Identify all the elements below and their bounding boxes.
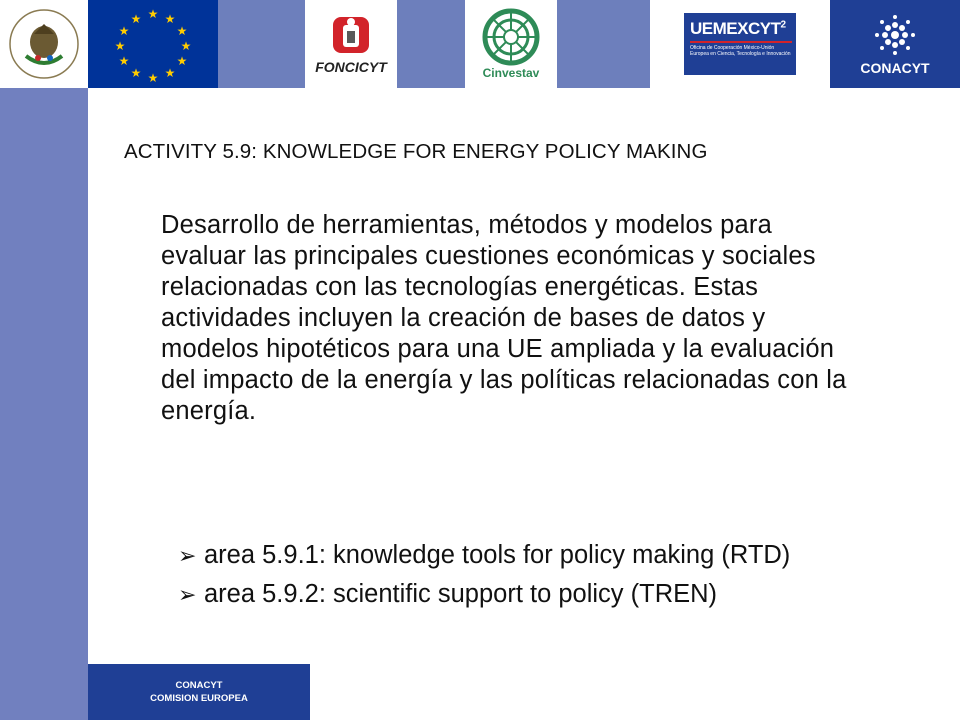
cinvestav-emblem-icon bbox=[479, 8, 543, 66]
logo-header bbox=[0, 0, 960, 88]
slide-body-paragraph: Desarrollo de herramientas, métodos y modelos para evaluar las principales cuestiones económicas y sociales relacionadas con las tecnologías energéticas. Estas actividades incluyen la creación de bases de datos y modelos hipotéticos para una UE ampliada y la evaluación del impacto de la energía y las políticas relacionadas con la energía. bbox=[161, 211, 847, 425]
eu-stars-icon bbox=[108, 6, 198, 82]
foncicyt-emblem-icon bbox=[329, 13, 373, 57]
conacyt-dots-icon bbox=[873, 13, 917, 57]
arrow-bullet-icon: ➢ bbox=[178, 543, 197, 568]
eu-flag-logo bbox=[88, 0, 218, 88]
uemexcyt-badge bbox=[684, 13, 796, 75]
left-sidebar-band bbox=[0, 88, 88, 720]
svg-text:★: ★ bbox=[176, 24, 188, 38]
footer-label bbox=[88, 664, 310, 720]
uemexcyt-superscript: 2 bbox=[780, 19, 787, 31]
cinvestav-logo bbox=[465, 0, 557, 88]
footer-line-conacyt: CONACYT bbox=[175, 680, 223, 691]
coat-of-arms-icon bbox=[4, 4, 84, 84]
header-spacer bbox=[218, 0, 305, 88]
svg-text:★: ★ bbox=[118, 24, 130, 38]
cinvestav-wordmark: Cinvestav bbox=[482, 66, 540, 80]
bullet-item bbox=[178, 540, 918, 571]
svg-text:★: ★ bbox=[147, 7, 159, 21]
svg-text:★: ★ bbox=[147, 71, 159, 82]
foncicyt-logo bbox=[305, 0, 397, 88]
svg-text:★: ★ bbox=[130, 66, 142, 80]
uemexcyt-logo bbox=[650, 0, 830, 88]
svg-text:★: ★ bbox=[130, 12, 142, 26]
footer-line-comision: COMISION EUROPEA bbox=[150, 693, 248, 704]
bullet-text: area 5.9.1: knowledge tools for policy making (RTD) bbox=[204, 541, 791, 569]
arrow-bullet-icon: ➢ bbox=[178, 582, 197, 607]
header-spacer bbox=[397, 0, 465, 88]
svg-text:★: ★ bbox=[114, 39, 126, 53]
svg-text:★: ★ bbox=[118, 54, 130, 68]
uemexcyt-subtitle: Oficina de Cooperación México-Unión Europea en Ciencia, Tecnología e Innovación bbox=[690, 45, 791, 57]
uemexcyt-wordmark: UEMEXCYT bbox=[690, 19, 781, 38]
bullet-item bbox=[178, 579, 918, 610]
conacyt-logo bbox=[830, 0, 960, 88]
mexico-coat-of-arms-logo bbox=[0, 0, 88, 88]
svg-text:★: ★ bbox=[164, 12, 176, 26]
conacyt-wordmark: CONACYT bbox=[860, 59, 930, 76]
slide-title: ACTIVITY 5.9: KNOWLEDGE FOR ENERGY POLICY MAKING bbox=[124, 140, 708, 163]
svg-text:★: ★ bbox=[176, 54, 188, 68]
header-spacer bbox=[557, 0, 650, 88]
uemexcyt-divider bbox=[690, 41, 792, 43]
bullet-list bbox=[178, 540, 918, 618]
bullet-text: area 5.9.2: scientific support to policy (TREN) bbox=[204, 580, 718, 608]
svg-text:★: ★ bbox=[180, 39, 192, 53]
foncicyt-wordmark: FONCICYT bbox=[315, 59, 387, 75]
svg-text:★: ★ bbox=[164, 66, 176, 80]
